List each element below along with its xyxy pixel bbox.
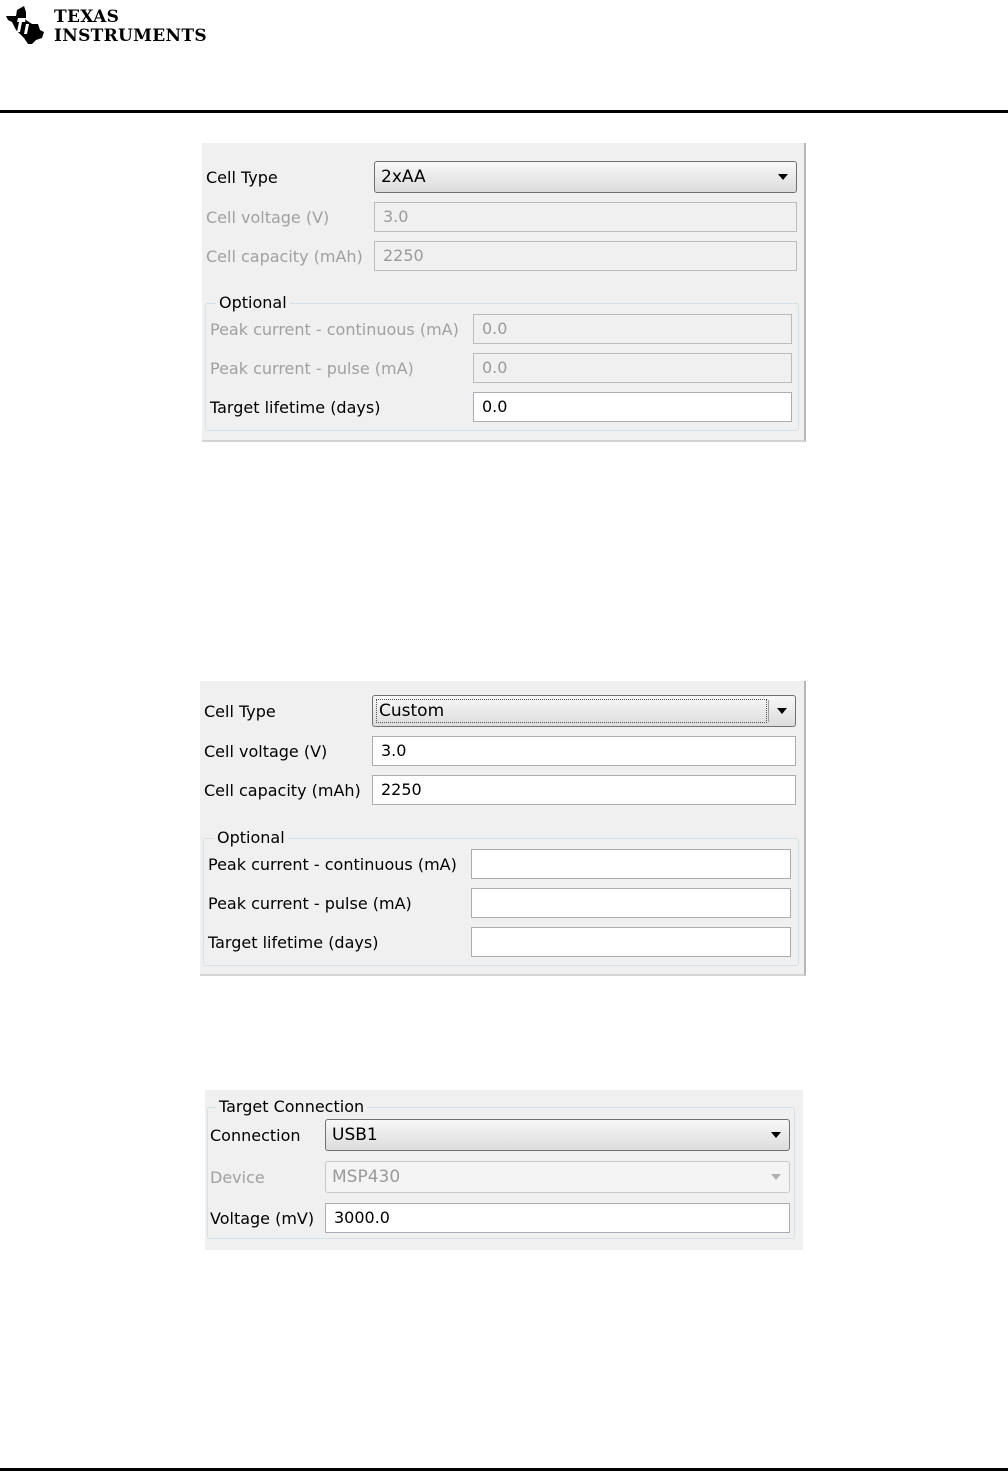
logo-line2: INSTRUMENTS [54, 26, 207, 46]
cell-capacity-field[interactable]: 2250 [374, 241, 797, 271]
optional-group-title: Optional [216, 293, 290, 313]
footer-rule [0, 1468, 1008, 1471]
chevron-down-icon [771, 1132, 781, 1138]
cell-type-value: Custom [379, 701, 445, 721]
combo-separator [768, 700, 769, 722]
optional-group-title: Optional [214, 828, 288, 848]
peak-continuous-label: Peak current - continuous (mA) [210, 320, 459, 339]
chevron-down-icon [771, 1174, 781, 1180]
cell-voltage-label: Cell voltage (V) [206, 208, 330, 227]
connection-label: Connection [210, 1126, 301, 1145]
device-value: MSP430 [332, 1167, 401, 1187]
peak-continuous-label: Peak current - continuous (mA) [208, 855, 457, 874]
peak-continuous-field[interactable]: 0.0 [473, 314, 792, 344]
logo-line1: TEXAS [54, 7, 120, 27]
target-connection-panel [205, 1090, 803, 1250]
ti-wordmark [54, 8, 207, 46]
voltage-label: Voltage (mV) [210, 1209, 315, 1228]
target-lifetime-label: Target lifetime (days) [208, 933, 379, 952]
target-lifetime-field[interactable]: 0.0 [473, 392, 792, 422]
ti-logo [4, 4, 207, 48]
device-label: Device [210, 1168, 265, 1187]
cell-type-label: Cell Type [206, 168, 278, 187]
device-select[interactable] [325, 1161, 790, 1193]
cell-voltage-label: Cell voltage (V) [204, 742, 328, 761]
cell-type-label: Cell Type [204, 702, 276, 721]
connection-select[interactable] [325, 1119, 790, 1151]
ti-texas-shape-icon [4, 4, 48, 46]
cell-voltage-field[interactable]: 3.0 [374, 202, 797, 232]
target-connection-title: Target Connection [216, 1097, 367, 1117]
cell-type-value: 2xAA [381, 167, 426, 187]
cell-type-select[interactable] [374, 161, 797, 193]
cell-capacity-label: Cell capacity (mAh) [206, 247, 363, 266]
peak-pulse-label: Peak current - pulse (mA) [210, 359, 414, 378]
target-lifetime-field[interactable] [471, 927, 791, 957]
battery-panel-custom [200, 681, 806, 976]
connection-value: USB1 [332, 1125, 378, 1145]
header-rule [0, 110, 1008, 113]
cell-capacity-field[interactable]: 2250 [372, 775, 796, 805]
peak-pulse-label: Peak current - pulse (mA) [208, 894, 412, 913]
cell-capacity-label: Cell capacity (mAh) [204, 781, 361, 800]
battery-panel-preset [202, 143, 806, 442]
target-lifetime-label: Target lifetime (days) [210, 398, 381, 417]
chevron-down-icon [778, 174, 788, 180]
voltage-field[interactable]: 3000.0 [325, 1203, 790, 1233]
cell-type-select[interactable] [372, 695, 796, 727]
chevron-down-icon [777, 708, 787, 714]
peak-pulse-field[interactable] [471, 888, 791, 918]
peak-pulse-field[interactable]: 0.0 [473, 353, 792, 383]
cell-voltage-field[interactable]: 3.0 [372, 736, 796, 766]
peak-continuous-field[interactable] [471, 849, 791, 879]
